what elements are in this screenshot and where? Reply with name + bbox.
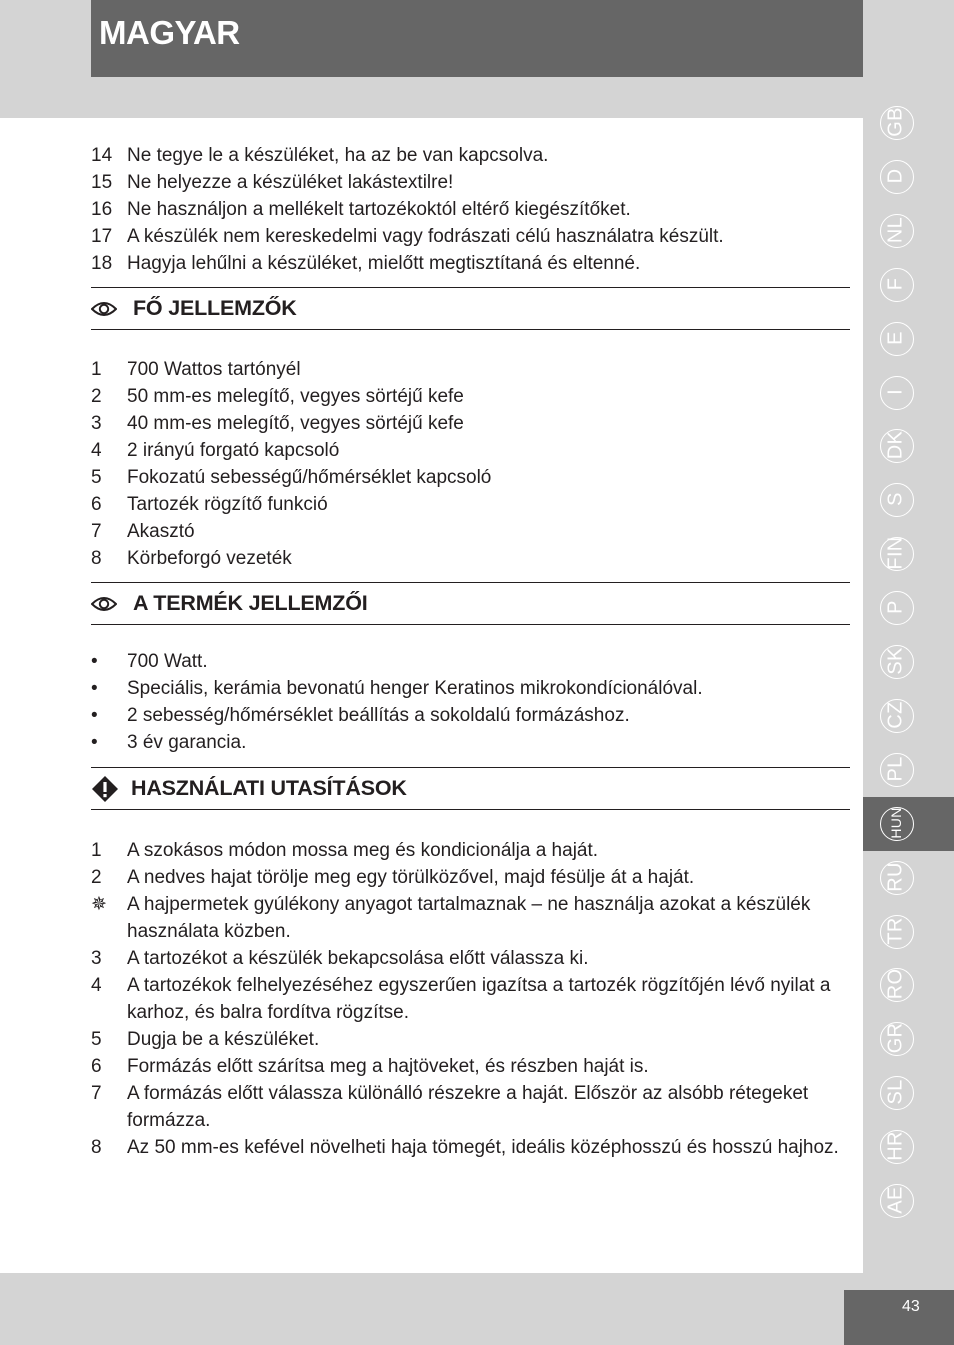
list-item-number: 6 <box>91 494 102 515</box>
list-item-text: A készülék nem kereskedelmi vagy fodrászati célú használatra készült. <box>127 226 724 247</box>
list-item-text: 2 irányú forgató kapcsoló <box>127 440 340 461</box>
list-item <box>91 491 850 518</box>
tab-label: RO <box>884 969 907 1000</box>
tab-ae[interactable] <box>863 1174 954 1228</box>
tab-cz[interactable] <box>863 689 954 743</box>
list-item-number: • <box>91 732 98 753</box>
tab-d[interactable] <box>863 150 954 204</box>
list-item-number: 17 <box>91 226 113 247</box>
list-item <box>91 972 850 1026</box>
language-tabs <box>863 96 954 1236</box>
tab-p[interactable] <box>863 581 954 635</box>
list-item <box>91 142 850 169</box>
list-item-text: 700 Wattos tartónyél <box>127 359 301 380</box>
page-number-box <box>844 1290 954 1345</box>
tab-dk[interactable] <box>863 419 954 473</box>
eye-icon <box>91 300 133 318</box>
list-item <box>91 196 850 223</box>
list-item-text: A szokásos módon mossa meg és kondicionálja a haját. <box>127 840 599 861</box>
list-item <box>91 464 850 491</box>
eye-icon <box>91 595 133 613</box>
list-item-number: 3 <box>91 413 102 434</box>
list-item-text: Speciális, kerámia bevonatú henger Keratinos mikrokondícionálóval. <box>127 678 703 699</box>
product-features-list <box>91 648 850 756</box>
tab-sk[interactable] <box>863 635 954 689</box>
list-item-number: 14 <box>91 145 113 166</box>
features-list <box>91 356 850 572</box>
tab-label: RU <box>884 861 907 892</box>
section-title: HASZNÁLATI UTASÍTÁSOK <box>131 776 407 800</box>
list-item <box>91 1026 850 1053</box>
tab-label: GR <box>884 1022 907 1054</box>
tab-label: TR <box>884 916 907 945</box>
list-item-number: 8 <box>91 548 102 569</box>
tab-hr[interactable] <box>863 1120 954 1174</box>
tab-label: CZ <box>884 701 907 729</box>
tab-e[interactable] <box>863 312 954 366</box>
list-item-text: A nedves hajat törölje meg egy törülközővel, majd fésülje át a haját. <box>127 867 695 888</box>
list-item-number: 6 <box>91 1056 102 1077</box>
list-item-number: 15 <box>91 172 113 193</box>
tab-label: HR <box>884 1131 907 1161</box>
list-item-text: A formázás előtt válassza különálló részekre a haját. Először az alsóbb rétegeket formázza. <box>127 1083 809 1131</box>
section-product-features-heading <box>91 582 850 625</box>
list-item-text: 3 év garancia. <box>127 732 247 753</box>
list-item-number: 18 <box>91 253 113 274</box>
list-item-number: 4 <box>91 440 102 461</box>
list-item <box>91 729 850 756</box>
list-item-text: 40 mm-es melegítő, vegyes sörtéjű kefe <box>127 413 464 434</box>
section-main-features-heading <box>91 287 850 330</box>
tab-label: HUN <box>888 807 904 839</box>
list-item <box>91 891 850 945</box>
list-item-text: Akasztó <box>127 521 195 542</box>
warning-diamond-icon <box>91 775 131 803</box>
list-item-text: A hajpermetek gyúlékony anyagot tartalmaznak – ne használja azokat a készülék használata közben. <box>127 894 811 942</box>
tab-sl[interactable] <box>863 1066 954 1120</box>
list-item-text: Dugja be a készüléket. <box>127 1029 320 1050</box>
page-title: MAGYAR <box>99 14 240 51</box>
tab-label: I <box>884 388 907 395</box>
main-content <box>91 142 850 1161</box>
list-item-number: 5 <box>91 1029 102 1050</box>
warning-star-icon: ✵ <box>91 894 107 915</box>
list-item <box>91 945 850 972</box>
list-item <box>91 837 850 864</box>
list-item <box>91 1053 850 1080</box>
list-item-number: 2 <box>91 867 102 888</box>
list-item <box>91 250 850 277</box>
list-item-text: 2 sebesség/hőmérséklet beállítás a sokoldalú formázáshoz. <box>127 705 630 726</box>
list-item-number: 1 <box>91 840 102 861</box>
tab-label: FIN <box>884 536 907 570</box>
list-item <box>91 1080 850 1134</box>
list-item <box>91 356 850 383</box>
list-item-number: 2 <box>91 386 102 407</box>
list-item-text: 50 mm-es melegítő, vegyes sörtéjű kefe <box>127 386 464 407</box>
tab-s[interactable] <box>863 473 954 527</box>
safety-list <box>91 142 850 277</box>
list-item <box>91 1134 850 1161</box>
list-item-text: Ne használjon a mellékelt tartozékoktól eltérő kiegészítőket. <box>127 199 631 220</box>
tab-label: AE <box>884 1186 907 1214</box>
instructions-list <box>91 837 850 1161</box>
tab-ro[interactable] <box>863 958 954 1012</box>
section-title: A TERMÉK JELLEMZŐI <box>133 591 368 615</box>
tab-fin[interactable] <box>863 527 954 581</box>
tab-tr[interactable] <box>863 905 954 959</box>
list-item <box>91 383 850 410</box>
list-item-number: 1 <box>91 359 102 380</box>
list-item-number: 3 <box>91 948 102 969</box>
page-number: 43 <box>902 1298 920 1315</box>
tab-label: PL <box>884 756 907 782</box>
list-item-text: A tartozékot a készülék bekapcsolása előtt válassza ki. <box>127 948 589 969</box>
list-item <box>91 702 850 729</box>
tab-label: SK <box>884 647 907 675</box>
list-item <box>91 648 850 675</box>
list-item-text: Ne helyezze a készüléket lakástextilre! <box>127 172 454 193</box>
tab-label: F <box>884 277 907 290</box>
tab-pl[interactable] <box>863 743 954 797</box>
list-item-text: Hagyja lehűlni a készüléket, mielőtt megtisztítaná és eltenné. <box>127 253 641 274</box>
list-item-number: • <box>91 705 98 726</box>
list-item-text: Fokozatú sebességű/hőmérséklet kapcsoló <box>127 467 492 488</box>
list-item <box>91 545 850 572</box>
list-item-text: Az 50 mm-es kefével növelheti haja tömegét, ideális középhosszú és hosszú hajhoz. <box>127 1137 839 1158</box>
list-item <box>91 437 850 464</box>
tab-i[interactable] <box>863 366 954 420</box>
list-item-text: 700 Watt. <box>127 651 208 672</box>
page-header <box>91 0 863 77</box>
list-item-number: • <box>91 651 98 672</box>
section-instructions-heading <box>91 767 850 810</box>
tab-gr[interactable] <box>863 1012 954 1066</box>
list-item-number: 4 <box>91 975 102 996</box>
tab-label: S <box>884 492 907 507</box>
list-item <box>91 518 850 545</box>
list-item-number: 16 <box>91 199 113 220</box>
tab-nl[interactable] <box>863 204 954 258</box>
list-item <box>91 223 850 250</box>
tab-label: D <box>884 168 907 184</box>
tab-label: DK <box>884 431 907 460</box>
list-item-number: 7 <box>91 1083 102 1104</box>
tab-label: NL <box>884 216 907 243</box>
list-item <box>91 169 850 196</box>
list-item-number: 5 <box>91 467 102 488</box>
section-title: FŐ JELLEMZŐK <box>133 296 297 320</box>
tab-label: P <box>884 600 907 614</box>
tab-label: E <box>884 330 907 345</box>
list-item-text: A tartozékok felhelyezéséhez egyszerűen igazítsa a tartozék rögzítőjén lévő nyilat a karhoz, és balra fordítva rögzítse. <box>127 975 831 1023</box>
list-item-number: 8 <box>91 1137 102 1158</box>
list-item-number: 7 <box>91 521 102 542</box>
list-item-text: Tartozék rögzítő funkció <box>127 494 328 515</box>
tab-gb[interactable] <box>863 96 954 150</box>
tab-ru[interactable] <box>863 851 954 905</box>
list-item <box>91 410 850 437</box>
tab-label: GB <box>884 107 907 137</box>
tab-f[interactable] <box>863 258 954 312</box>
tab-label: SL <box>884 1079 907 1105</box>
list-item <box>91 864 850 891</box>
list-item <box>91 675 850 702</box>
list-item-text: Ne tegye le a készüléket, ha az be van kapcsolva. <box>127 145 549 166</box>
list-item-text: Körbeforgó vezeték <box>127 548 292 569</box>
tab-hun[interactable] <box>863 797 954 851</box>
list-item-number: • <box>91 678 98 699</box>
list-item-text: Formázás előtt szárítsa meg a hajtöveket, és részben haját is. <box>127 1056 649 1077</box>
